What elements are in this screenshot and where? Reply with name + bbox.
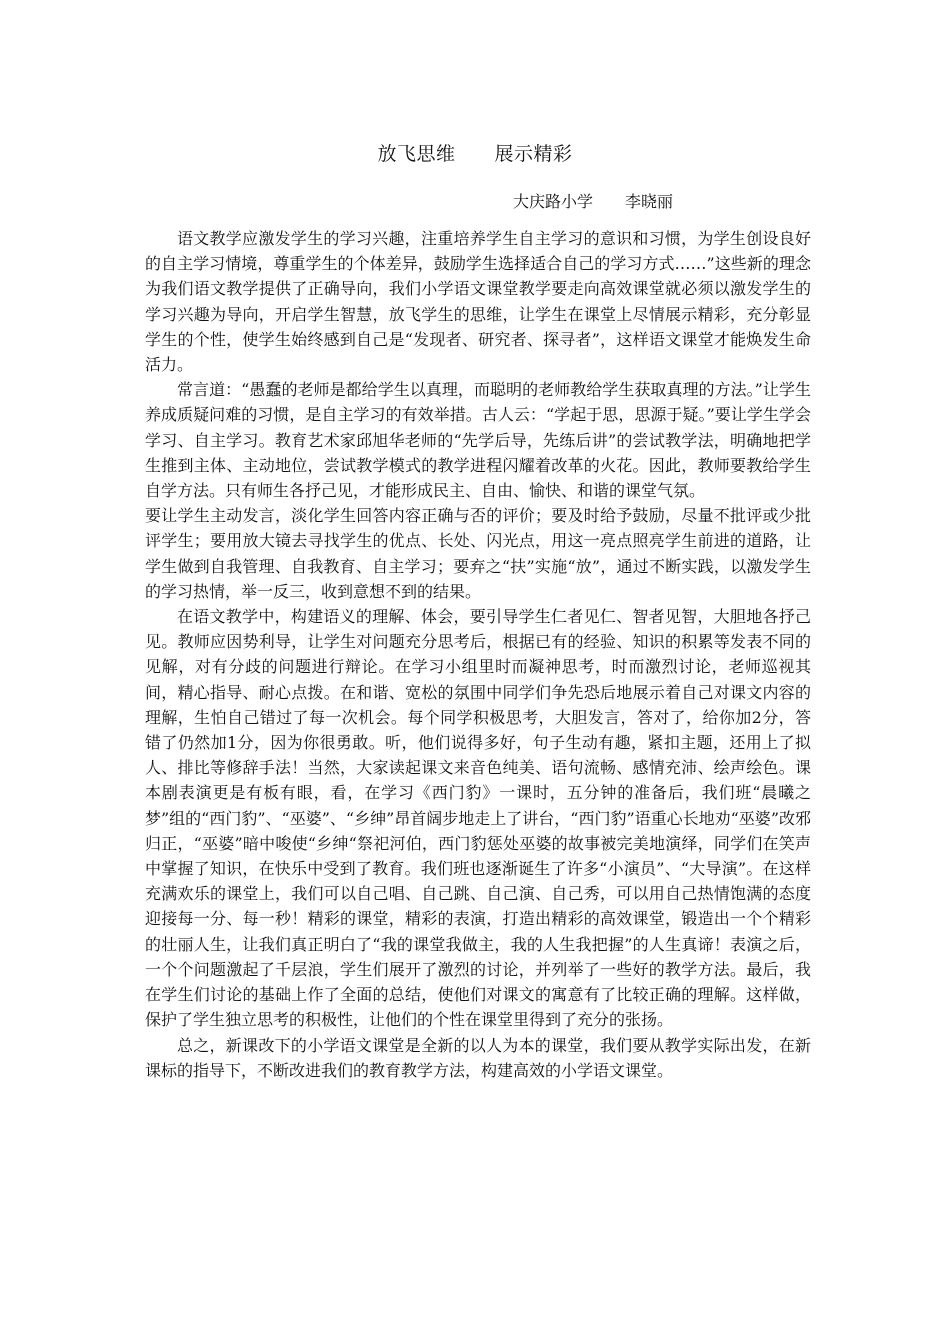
document-title: 放飞思维 展示精彩: [377, 143, 573, 165]
paragraph: 语文教学应激发学生的学习兴趣，注重培养学生自主学习的意识和习惯，为学生创设良好的自主学习情境，尊重学生的个体差异，鼓励学生选择适合自己的学习方式……”这些新的理念为我们语文教学提供了正确导向，我们小学语文课堂教学要走向高效课堂就必须以激发学生的学习兴趣为导向，开启学生智慧，放飞学生的思维，让学生在课堂上尽情展示精彩，充分彰显学生的个性，使学生始终感到自己是“发现者、研究者、探寻者”，这样语文课堂才能焕发生命活力。: [145, 229, 811, 375]
paragraph: 要让学生主动发言，淡化学生回答内容正确与否的评价；要及时给予鼓励，尽量不批评或少批评学生；要用放大镜去寻找学生的优点、长处、闪光点，用这一亮点照亮学生前进的道路，让学生做到自我管理、自我教育、自主学习；要弃之“扶”实施“放”，通过不断实践，以激发学生的学习热情，举一反三，收到意想不到的结果。: [145, 506, 811, 601]
document-author: 大庆路小学 李晓丽: [513, 192, 674, 211]
paragraph: 在语文教学中，构建语义的理解、体会，要引导学生仁者见仁、智者见智，大胆地各抒己见。教师应因势利导，让学生对问题充分思考后，根据已有的经验、知识的积累等发表不同的见解，对有分歧的问题进行辩论。在学习小组里时而凝神思考，时而激烈讨论，老师巡视其间，精心指导、耐心点拨。在和谐、宽松的氛围中同学们争先恐后地展示着自己对课文内容的理解，生怕自己错过了每一次机会。每个同学积极思考，大胆发言，答对了，给你加2分，答错了仍然加1分，因为你很勇敢。听，他们说得多好，句子生动有趣，紧扣主题，还用上了拟人、排比等修辞手法！当然，大家读起课文来音色纯美、语句流畅、感情充沛、绘声绘色。课本剧表演更是有板有眼，看，在学习《西门豹》一课时，五分钟的准备后，我们班“晨曦之梦”组的“西门豹”、“巫婆”、“乡绅”昂首阔步地走上了讲台，“西门豹”语重心长地劝“巫婆”改邪归正，“巫婆”暗中唆使“乡绅“祭祀河伯，西门豹惩处巫婆的故事被完美地演绎，同学们在笑声中掌握了知识，在快乐中受到了教育。我们班也逐渐诞生了许多“小演员”、“大导演”。在这样充满欢乐的课堂上，我们可以自己唱、自己跳、自己演、自己秀，可以用自己热情饱满的态度迎接每一分、每一秒！精彩的课堂，精彩的表演，打造出精彩的高效课堂，锻造出一个个精彩的壮丽人生，让我们真正明白了“我的课堂我做主，我的人生我把握”的人生真谛！表演之后，一个个问题激起了千层浪，学生们展开了激烈的讨论，并列举了一些好的教学方法。最后，我在学生们讨论的基础上作了全面的总结，使他们对课文的寓意有了比较正确的理解。这样做，保护了学生独立思考的积极性，让他们的个性在课堂里得到了充分的张扬。: [145, 607, 811, 1030]
paragraph: 常言道：“愚蠢的老师是都给学生以真理，而聪明的老师教给学生获取真理的方法。”让学生养成质疑问难的习惯，是自主学习的有效举措。古人云：“学起于思，思源于疑。”要让学生学会学习、自主学习。教育艺术家邱旭华老师的“先学后导，先练后讲”的尝试教学法，明确地把学生推到主体、主动地位，尝试教学模式的教学进程闪耀着改革的火花。因此，教师要教给学生自学方法。只有师生各抒己见，才能形成民主、自由、愉快、和谐的课堂气氛。: [145, 380, 811, 501]
document-body: [145, 226, 811, 1083]
paragraph: 总之，新课改下的小学语文课堂是全新的以人为本的课堂，我们要从教学实际出发，在新课标的指导下，不断改进我们的教育教学方法，构建高效的小学语文课堂。: [145, 1035, 811, 1080]
